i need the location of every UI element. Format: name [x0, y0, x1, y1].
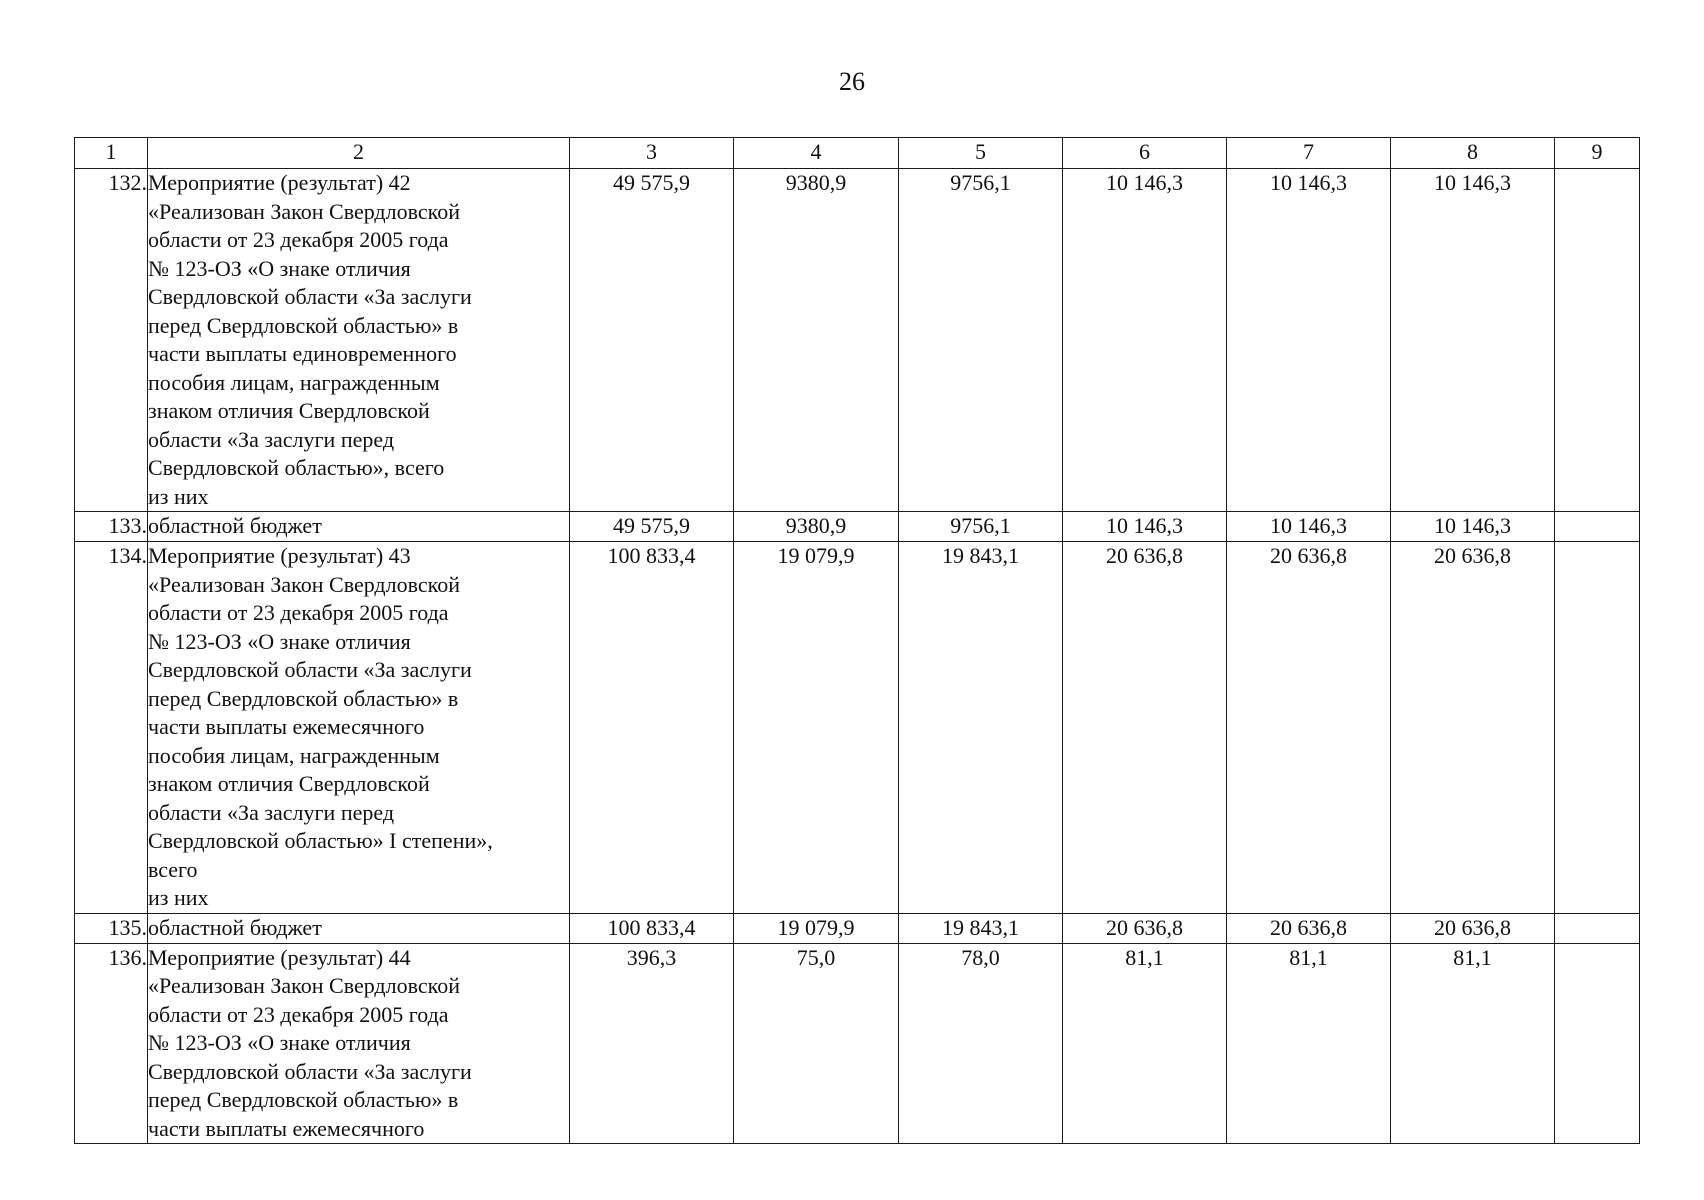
header-cell: 7: [1227, 138, 1391, 169]
row-number: 133.: [75, 512, 148, 542]
row-description: областной бюджет: [148, 512, 570, 542]
budget-table: [74, 137, 1640, 1144]
row-number: 135.: [75, 913, 148, 943]
value-cell: 396,3: [570, 943, 734, 1144]
table-row: [75, 542, 1640, 914]
value-cell: 9756,1: [899, 169, 1063, 512]
value-cell: 20 636,8: [1227, 913, 1391, 943]
header-cell: 4: [734, 138, 899, 169]
row-number: 134.: [75, 542, 148, 914]
header-cell: 2: [148, 138, 570, 169]
value-cell: 100 833,4: [570, 913, 734, 943]
value-cell: 9756,1: [899, 512, 1063, 542]
value-cell: 81,1: [1227, 943, 1391, 1144]
header-cell: 3: [570, 138, 734, 169]
value-cell: 75,0: [734, 943, 899, 1144]
value-cell: 19 843,1: [899, 913, 1063, 943]
value-cell: 10 146,3: [1227, 512, 1391, 542]
header-row: [75, 138, 1640, 169]
value-cell: 49 575,9: [570, 512, 734, 542]
table-row: [75, 913, 1640, 943]
value-cell: 81,1: [1063, 943, 1227, 1144]
row-number: 136.: [75, 943, 148, 1144]
row-description: Мероприятие (результат) 43 «Реализован Закон Свердловской области от 23 декабря 2005 года № 123-ОЗ «О знаке отличия Свердловской области «За заслуги перед Свердловской областью» в части выплаты ежемесячного пособия лицам, награжденным знаком отличия Свердловской области «За заслуги перед Свердловской областью» I степени», всего из них: [148, 542, 570, 914]
value-cell: 20 636,8: [1063, 542, 1227, 914]
page-number: 26: [839, 67, 865, 96]
value-cell: 10 146,3: [1391, 512, 1555, 542]
value-cell: 9380,9: [734, 169, 899, 512]
header-cell: 1: [75, 138, 148, 169]
value-cell: [1555, 913, 1640, 943]
value-cell: 49 575,9: [570, 169, 734, 512]
value-cell: 20 636,8: [1391, 542, 1555, 914]
header-cell: 6: [1063, 138, 1227, 169]
row-description: Мероприятие (результат) 44 «Реализован Закон Свердловской области от 23 декабря 2005 года № 123-ОЗ «О знаке отличия Свердловской области «За заслуги перед Свердловской областью» в части выплаты ежемесячного: [148, 943, 570, 1144]
table-row: [75, 169, 1640, 512]
header-cell: 8: [1391, 138, 1555, 169]
row-description: Мероприятие (результат) 42 «Реализован Закон Свердловской области от 23 декабря 2005 года № 123-ОЗ «О знаке отличия Свердловской области «За заслуги перед Свердловской областью» в части выплаты единовременного пособия лицам, награжденным знаком отличия Свердловской области «За заслуги перед Свердловской областью», всего из них: [148, 169, 570, 512]
value-cell: 19 079,9: [734, 913, 899, 943]
value-cell: [1555, 169, 1640, 512]
value-cell: 10 146,3: [1063, 512, 1227, 542]
table-row: [75, 943, 1640, 1144]
table-row: [75, 512, 1640, 542]
value-cell: 9380,9: [734, 512, 899, 542]
header-cell: 5: [899, 138, 1063, 169]
value-cell: [1555, 542, 1640, 914]
value-cell: 20 636,8: [1227, 542, 1391, 914]
value-cell: 100 833,4: [570, 542, 734, 914]
value-cell: 20 636,8: [1063, 913, 1227, 943]
value-cell: 19 079,9: [734, 542, 899, 914]
value-cell: 10 146,3: [1063, 169, 1227, 512]
header-cell: 9: [1555, 138, 1640, 169]
value-cell: 19 843,1: [899, 542, 1063, 914]
value-cell: [1555, 512, 1640, 542]
row-number: 132.: [75, 169, 148, 512]
value-cell: 10 146,3: [1227, 169, 1391, 512]
row-description: областной бюджет: [148, 913, 570, 943]
value-cell: [1555, 943, 1640, 1144]
value-cell: 10 146,3: [1391, 169, 1555, 512]
value-cell: 20 636,8: [1391, 913, 1555, 943]
value-cell: 78,0: [899, 943, 1063, 1144]
value-cell: 81,1: [1391, 943, 1555, 1144]
